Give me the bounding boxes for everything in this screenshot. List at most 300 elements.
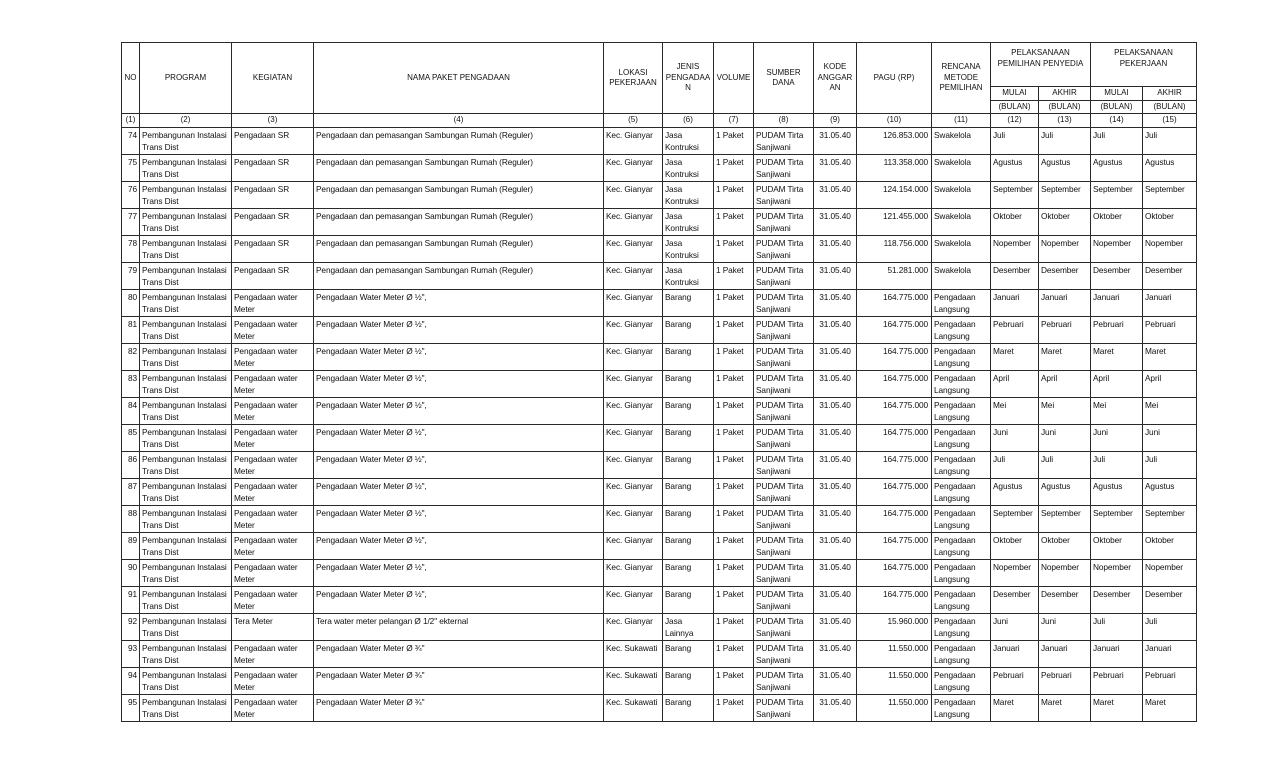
cell-lokasi: Kec. Gianyar bbox=[604, 127, 663, 154]
cell-program: Pembangunan Instalasi Trans Dist bbox=[140, 667, 232, 694]
cell-nama-paket: Pengadaan dan pemasangan Sambungan Rumah (Reguler) bbox=[314, 208, 604, 235]
cell-no: 78 bbox=[122, 235, 140, 262]
cell-volume: 1 Paket bbox=[714, 208, 754, 235]
cell-sumber-dana: PUDAM Tirta Sanjiwani bbox=[754, 127, 814, 154]
table-row bbox=[122, 343, 1197, 370]
cell-volume: 1 Paket bbox=[714, 154, 754, 181]
cell-pemilihan-mulai: Juni bbox=[991, 424, 1039, 451]
cell-pemilihan-akhir: Pebruari bbox=[1039, 316, 1091, 343]
col-header-nama-paket: NAMA PAKET PENGADAAN bbox=[314, 43, 604, 114]
cell-pagu: 164.775.000 bbox=[857, 370, 932, 397]
cell-lokasi: Kec. Gianyar bbox=[604, 154, 663, 181]
cell-no: 77 bbox=[122, 208, 140, 235]
cell-jenis: Barang bbox=[663, 532, 714, 559]
cell-program: Pembangunan Instalasi Trans Dist bbox=[140, 640, 232, 667]
cell-rencana-metode: Pengadaan Langsung bbox=[932, 586, 991, 613]
cell-no: 80 bbox=[122, 289, 140, 316]
cell-jenis: Jasa Kontruksi bbox=[663, 154, 714, 181]
cell-jenis: Barang bbox=[663, 370, 714, 397]
cell-pagu: 164.775.000 bbox=[857, 289, 932, 316]
cell-nama-paket: Pengadaan Water Meter Ø ½", bbox=[314, 343, 604, 370]
table-row bbox=[122, 451, 1197, 478]
cell-pemilihan-akhir: Nopember bbox=[1039, 559, 1091, 586]
cell-program: Pembangunan Instalasi Trans Dist bbox=[140, 262, 232, 289]
cell-no: 79 bbox=[122, 262, 140, 289]
cell-pagu: 164.775.000 bbox=[857, 451, 932, 478]
cell-no: 90 bbox=[122, 559, 140, 586]
col-number: (8) bbox=[754, 114, 814, 128]
cell-nama-paket: Pengadaan Water Meter Ø ½", bbox=[314, 559, 604, 586]
cell-pekerjaan-mulai: Agustus bbox=[1091, 478, 1143, 505]
cell-pagu: 124.154.000 bbox=[857, 181, 932, 208]
cell-pekerjaan-akhir: Maret bbox=[1143, 343, 1197, 370]
cell-pekerjaan-akhir: Agustus bbox=[1143, 478, 1197, 505]
cell-pekerjaan-akhir: Desember bbox=[1143, 586, 1197, 613]
cell-sumber-dana: PUDAM Tirta Sanjiwani bbox=[754, 505, 814, 532]
table-row bbox=[122, 154, 1197, 181]
cell-nama-paket: Pengadaan Water Meter Ø ¾" bbox=[314, 640, 604, 667]
table-row bbox=[122, 208, 1197, 235]
cell-pemilihan-akhir: Januari bbox=[1039, 289, 1091, 316]
cell-nama-paket: Pengadaan dan pemasangan Sambungan Rumah (Reguler) bbox=[314, 127, 604, 154]
cell-rencana-metode: Swakelola bbox=[932, 154, 991, 181]
col-header-kegiatan: KEGIATAN bbox=[232, 43, 314, 114]
cell-jenis: Jasa Kontruksi bbox=[663, 208, 714, 235]
cell-jenis: Jasa Kontruksi bbox=[663, 181, 714, 208]
table-row bbox=[122, 559, 1197, 586]
cell-sumber-dana: PUDAM Tirta Sanjiwani bbox=[754, 154, 814, 181]
cell-jenis: Barang bbox=[663, 505, 714, 532]
cell-program: Pembangunan Instalasi Trans Dist bbox=[140, 532, 232, 559]
cell-pagu: 15.960.000 bbox=[857, 613, 932, 640]
cell-program: Pembangunan Instalasi Trans Dist bbox=[140, 694, 232, 721]
col-header-program: PROGRAM bbox=[140, 43, 232, 114]
col-header-pemilihan-akhir: AKHIR bbox=[1039, 87, 1091, 101]
cell-kegiatan: Tera Meter bbox=[232, 613, 314, 640]
col-header-no: NO bbox=[122, 43, 140, 114]
cell-sumber-dana: PUDAM Tirta Sanjiwani bbox=[754, 397, 814, 424]
table-row bbox=[122, 667, 1197, 694]
cell-sumber-dana: PUDAM Tirta Sanjiwani bbox=[754, 316, 814, 343]
cell-volume: 1 Paket bbox=[714, 343, 754, 370]
cell-nama-paket: Tera water meter pelangan Ø 1/2" ekternal bbox=[314, 613, 604, 640]
cell-pemilihan-mulai: Agustus bbox=[991, 478, 1039, 505]
cell-no: 83 bbox=[122, 370, 140, 397]
cell-pagu: 164.775.000 bbox=[857, 532, 932, 559]
cell-kode-anggaran: 31.05.40 bbox=[814, 370, 857, 397]
cell-lokasi: Kec. Gianyar bbox=[604, 181, 663, 208]
cell-rencana-metode: Pengadaan Langsung bbox=[932, 316, 991, 343]
group-header-pelaksanaan-pemilihan: PELAKSANAAN PEMILIHAN PENYEDIA bbox=[991, 43, 1091, 87]
cell-lokasi: Kec. Gianyar bbox=[604, 262, 663, 289]
cell-rencana-metode: Pengadaan Langsung bbox=[932, 559, 991, 586]
cell-pemilihan-mulai: Oktober bbox=[991, 208, 1039, 235]
cell-volume: 1 Paket bbox=[714, 451, 754, 478]
cell-lokasi: Kec. Gianyar bbox=[604, 316, 663, 343]
cell-no: 86 bbox=[122, 451, 140, 478]
cell-pemilihan-mulai: Pebruari bbox=[991, 316, 1039, 343]
cell-pekerjaan-mulai: Nopember bbox=[1091, 235, 1143, 262]
table-row bbox=[122, 586, 1197, 613]
cell-pekerjaan-mulai: Mei bbox=[1091, 397, 1143, 424]
cell-kegiatan: Pengadaan water Meter bbox=[232, 640, 314, 667]
cell-nama-paket: Pengadaan Water Meter Ø ¾" bbox=[314, 667, 604, 694]
cell-kode-anggaran: 31.05.40 bbox=[814, 613, 857, 640]
cell-jenis: Barang bbox=[663, 694, 714, 721]
cell-kode-anggaran: 31.05.40 bbox=[814, 505, 857, 532]
cell-program: Pembangunan Instalasi Trans Dist bbox=[140, 424, 232, 451]
cell-pekerjaan-mulai: September bbox=[1091, 505, 1143, 532]
table-row bbox=[122, 694, 1197, 721]
cell-nama-paket: Pengadaan Water Meter Ø ½", bbox=[314, 451, 604, 478]
cell-kode-anggaran: 31.05.40 bbox=[814, 640, 857, 667]
cell-kode-anggaran: 31.05.40 bbox=[814, 694, 857, 721]
table-row bbox=[122, 532, 1197, 559]
cell-kode-anggaran: 31.05.40 bbox=[814, 235, 857, 262]
cell-pekerjaan-akhir: Juli bbox=[1143, 127, 1197, 154]
cell-nama-paket: Pengadaan Water Meter Ø ½", bbox=[314, 532, 604, 559]
col-header-pekerjaan-akhir: AKHIR bbox=[1143, 87, 1197, 101]
cell-pemilihan-akhir: Maret bbox=[1039, 694, 1091, 721]
cell-pemilihan-mulai: Nopember bbox=[991, 559, 1039, 586]
cell-pagu: 113.358.000 bbox=[857, 154, 932, 181]
col-number: (12) bbox=[991, 114, 1039, 128]
cell-kegiatan: Pengadaan water Meter bbox=[232, 559, 314, 586]
cell-nama-paket: Pengadaan Water Meter Ø ½", bbox=[314, 505, 604, 532]
cell-rencana-metode: Swakelola bbox=[932, 127, 991, 154]
cell-pemilihan-mulai: Maret bbox=[991, 694, 1039, 721]
cell-pekerjaan-akhir: Pebruari bbox=[1143, 667, 1197, 694]
cell-volume: 1 Paket bbox=[714, 127, 754, 154]
col-number: (7) bbox=[714, 114, 754, 128]
cell-jenis: Barang bbox=[663, 640, 714, 667]
cell-lokasi: Kec. Gianyar bbox=[604, 451, 663, 478]
col-number: (11) bbox=[932, 114, 991, 128]
cell-program: Pembangunan Instalasi Trans Dist bbox=[140, 316, 232, 343]
cell-pemilihan-akhir: Juli bbox=[1039, 127, 1091, 154]
cell-program: Pembangunan Instalasi Trans Dist bbox=[140, 505, 232, 532]
cell-lokasi: Kec. Gianyar bbox=[604, 370, 663, 397]
cell-pemilihan-mulai: Nopember bbox=[991, 235, 1039, 262]
cell-pemilihan-akhir: Agustus bbox=[1039, 478, 1091, 505]
cell-pagu: 164.775.000 bbox=[857, 343, 932, 370]
cell-sumber-dana: PUDAM Tirta Sanjiwani bbox=[754, 667, 814, 694]
cell-pekerjaan-akhir: Nopember bbox=[1143, 235, 1197, 262]
cell-lokasi: Kec. Sukawati bbox=[604, 667, 663, 694]
cell-kode-anggaran: 31.05.40 bbox=[814, 667, 857, 694]
table-row bbox=[122, 478, 1197, 505]
cell-lokasi: Kec. Gianyar bbox=[604, 424, 663, 451]
cell-kegiatan: Pengadaan water Meter bbox=[232, 586, 314, 613]
col-header-pekerjaan-mulai-bulan: (BULAN) bbox=[1091, 100, 1143, 114]
cell-pemilihan-akhir: Januari bbox=[1039, 640, 1091, 667]
cell-no: 81 bbox=[122, 316, 140, 343]
cell-nama-paket: Pengadaan Water Meter Ø ½", bbox=[314, 586, 604, 613]
cell-volume: 1 Paket bbox=[714, 478, 754, 505]
table-row bbox=[122, 127, 1197, 154]
cell-rencana-metode: Pengadaan Langsung bbox=[932, 478, 991, 505]
col-number: (5) bbox=[604, 114, 663, 128]
cell-pemilihan-mulai: Juni bbox=[991, 613, 1039, 640]
cell-rencana-metode: Swakelola bbox=[932, 181, 991, 208]
cell-jenis: Barang bbox=[663, 343, 714, 370]
cell-sumber-dana: PUDAM Tirta Sanjiwani bbox=[754, 478, 814, 505]
cell-pekerjaan-mulai: Oktober bbox=[1091, 532, 1143, 559]
cell-program: Pembangunan Instalasi Trans Dist bbox=[140, 397, 232, 424]
col-header-pemilihan-mulai-bulan: (BULAN) bbox=[991, 100, 1039, 114]
cell-nama-paket: Pengadaan Water Meter Ø ½", bbox=[314, 289, 604, 316]
cell-pemilihan-mulai: Pebruari bbox=[991, 667, 1039, 694]
cell-sumber-dana: PUDAM Tirta Sanjiwani bbox=[754, 532, 814, 559]
cell-pemilihan-akhir: September bbox=[1039, 181, 1091, 208]
cell-volume: 1 Paket bbox=[714, 532, 754, 559]
cell-no: 75 bbox=[122, 154, 140, 181]
table-row bbox=[122, 505, 1197, 532]
cell-pekerjaan-akhir: Pebruari bbox=[1143, 316, 1197, 343]
cell-kegiatan: Pengadaan water Meter bbox=[232, 694, 314, 721]
cell-program: Pembangunan Instalasi Trans Dist bbox=[140, 208, 232, 235]
cell-pekerjaan-akhir: September bbox=[1143, 505, 1197, 532]
cell-kegiatan: Pengadaan SR bbox=[232, 181, 314, 208]
cell-volume: 1 Paket bbox=[714, 667, 754, 694]
cell-pagu: 164.775.000 bbox=[857, 586, 932, 613]
table-row bbox=[122, 370, 1197, 397]
cell-jenis: Barang bbox=[663, 451, 714, 478]
cell-jenis: Barang bbox=[663, 586, 714, 613]
cell-pekerjaan-akhir: Oktober bbox=[1143, 532, 1197, 559]
cell-pekerjaan-akhir: Januari bbox=[1143, 289, 1197, 316]
cell-kode-anggaran: 31.05.40 bbox=[814, 451, 857, 478]
table-row bbox=[122, 397, 1197, 424]
cell-sumber-dana: PUDAM Tirta Sanjiwani bbox=[754, 289, 814, 316]
cell-jenis: Jasa Lainnya bbox=[663, 613, 714, 640]
cell-pemilihan-mulai: Oktober bbox=[991, 532, 1039, 559]
col-header-jenis: JENIS PENGADAAN bbox=[663, 43, 714, 114]
cell-no: 82 bbox=[122, 343, 140, 370]
col-header-pemilihan-akhir-bulan: (BULAN) bbox=[1039, 100, 1091, 114]
cell-rencana-metode: Pengadaan Langsung bbox=[932, 343, 991, 370]
cell-rencana-metode: Pengadaan Langsung bbox=[932, 289, 991, 316]
cell-pekerjaan-akhir: Agustus bbox=[1143, 154, 1197, 181]
cell-no: 74 bbox=[122, 127, 140, 154]
cell-program: Pembangunan Instalasi Trans Dist bbox=[140, 181, 232, 208]
cell-program: Pembangunan Instalasi Trans Dist bbox=[140, 154, 232, 181]
cell-rencana-metode: Swakelola bbox=[932, 235, 991, 262]
cell-jenis: Barang bbox=[663, 667, 714, 694]
cell-rencana-metode: Pengadaan Langsung bbox=[932, 397, 991, 424]
cell-pemilihan-akhir: Nopember bbox=[1039, 235, 1091, 262]
cell-jenis: Barang bbox=[663, 559, 714, 586]
cell-pemilihan-mulai: Desember bbox=[991, 586, 1039, 613]
cell-volume: 1 Paket bbox=[714, 640, 754, 667]
cell-nama-paket: Pengadaan dan pemasangan Sambungan Rumah (Reguler) bbox=[314, 154, 604, 181]
cell-pekerjaan-akhir: Mei bbox=[1143, 397, 1197, 424]
cell-program: Pembangunan Instalasi Trans Dist bbox=[140, 370, 232, 397]
cell-program: Pembangunan Instalasi Trans Dist bbox=[140, 343, 232, 370]
cell-sumber-dana: PUDAM Tirta Sanjiwani bbox=[754, 613, 814, 640]
cell-no: 92 bbox=[122, 613, 140, 640]
cell-program: Pembangunan Instalasi Trans Dist bbox=[140, 559, 232, 586]
table-header bbox=[122, 43, 1197, 128]
col-number: (6) bbox=[663, 114, 714, 128]
cell-pagu: 164.775.000 bbox=[857, 505, 932, 532]
cell-pagu: 164.775.000 bbox=[857, 478, 932, 505]
cell-no: 94 bbox=[122, 667, 140, 694]
cell-pekerjaan-akhir: Juni bbox=[1143, 424, 1197, 451]
cell-kegiatan: Pengadaan water Meter bbox=[232, 667, 314, 694]
cell-pemilihan-akhir: Juni bbox=[1039, 613, 1091, 640]
cell-pemilihan-akhir: Pebruari bbox=[1039, 667, 1091, 694]
cell-lokasi: Kec. Sukawati bbox=[604, 640, 663, 667]
cell-sumber-dana: PUDAM Tirta Sanjiwani bbox=[754, 640, 814, 667]
table-row bbox=[122, 181, 1197, 208]
cell-pagu: 118.756.000 bbox=[857, 235, 932, 262]
cell-jenis: Jasa Kontruksi bbox=[663, 235, 714, 262]
cell-jenis: Barang bbox=[663, 289, 714, 316]
cell-pemilihan-akhir: Desember bbox=[1039, 262, 1091, 289]
cell-volume: 1 Paket bbox=[714, 370, 754, 397]
cell-rencana-metode: Pengadaan Langsung bbox=[932, 370, 991, 397]
cell-program: Pembangunan Instalasi Trans Dist bbox=[140, 127, 232, 154]
table-body bbox=[122, 127, 1197, 721]
cell-pekerjaan-mulai: April bbox=[1091, 370, 1143, 397]
cell-pekerjaan-akhir: Desember bbox=[1143, 262, 1197, 289]
cell-program: Pembangunan Instalasi Trans Dist bbox=[140, 289, 232, 316]
cell-sumber-dana: PUDAM Tirta Sanjiwani bbox=[754, 694, 814, 721]
col-number: (3) bbox=[232, 114, 314, 128]
cell-program: Pembangunan Instalasi Trans Dist bbox=[140, 586, 232, 613]
cell-lokasi: Kec. Gianyar bbox=[604, 586, 663, 613]
cell-rencana-metode: Pengadaan Langsung bbox=[932, 505, 991, 532]
cell-sumber-dana: PUDAM Tirta Sanjiwani bbox=[754, 586, 814, 613]
cell-lokasi: Kec. Gianyar bbox=[604, 289, 663, 316]
cell-pekerjaan-akhir: Januari bbox=[1143, 640, 1197, 667]
cell-lokasi: Kec. Gianyar bbox=[604, 505, 663, 532]
cell-pemilihan-mulai: September bbox=[991, 505, 1039, 532]
cell-jenis: Barang bbox=[663, 424, 714, 451]
cell-pekerjaan-mulai: Juli bbox=[1091, 451, 1143, 478]
cell-pekerjaan-akhir: Juli bbox=[1143, 451, 1197, 478]
cell-pagu: 164.775.000 bbox=[857, 397, 932, 424]
cell-pagu: 164.775.000 bbox=[857, 316, 932, 343]
cell-no: 76 bbox=[122, 181, 140, 208]
cell-sumber-dana: PUDAM Tirta Sanjiwani bbox=[754, 181, 814, 208]
col-number: (9) bbox=[814, 114, 857, 128]
table-row bbox=[122, 640, 1197, 667]
cell-kegiatan: Pengadaan water Meter bbox=[232, 451, 314, 478]
cell-pekerjaan-akhir: Nopember bbox=[1143, 559, 1197, 586]
cell-kegiatan: Pengadaan SR bbox=[232, 208, 314, 235]
cell-kode-anggaran: 31.05.40 bbox=[814, 478, 857, 505]
cell-kegiatan: Pengadaan water Meter bbox=[232, 478, 314, 505]
cell-kegiatan: Pengadaan water Meter bbox=[232, 397, 314, 424]
cell-kode-anggaran: 31.05.40 bbox=[814, 532, 857, 559]
cell-program: Pembangunan Instalasi Trans Dist bbox=[140, 478, 232, 505]
cell-pemilihan-akhir: Oktober bbox=[1039, 208, 1091, 235]
cell-rencana-metode: Pengadaan Langsung bbox=[932, 424, 991, 451]
cell-nama-paket: Pengadaan Water Meter Ø ½", bbox=[314, 397, 604, 424]
cell-pekerjaan-mulai: Oktober bbox=[1091, 208, 1143, 235]
cell-no: 85 bbox=[122, 424, 140, 451]
table-row bbox=[122, 289, 1197, 316]
cell-jenis: Barang bbox=[663, 397, 714, 424]
cell-no: 93 bbox=[122, 640, 140, 667]
cell-pekerjaan-mulai: Desember bbox=[1091, 586, 1143, 613]
cell-pemilihan-mulai: Januari bbox=[991, 640, 1039, 667]
cell-pekerjaan-akhir: Oktober bbox=[1143, 208, 1197, 235]
cell-lokasi: Kec. Gianyar bbox=[604, 397, 663, 424]
cell-pekerjaan-mulai: Juli bbox=[1091, 127, 1143, 154]
cell-no: 89 bbox=[122, 532, 140, 559]
cell-kegiatan: Pengadaan water Meter bbox=[232, 424, 314, 451]
cell-nama-paket: Pengadaan dan pemasangan Sambungan Rumah (Reguler) bbox=[314, 262, 604, 289]
cell-pemilihan-mulai: Agustus bbox=[991, 154, 1039, 181]
cell-sumber-dana: PUDAM Tirta Sanjiwani bbox=[754, 424, 814, 451]
cell-no: 91 bbox=[122, 586, 140, 613]
cell-program: Pembangunan Instalasi Trans Dist bbox=[140, 235, 232, 262]
cell-pemilihan-mulai: April bbox=[991, 370, 1039, 397]
cell-pagu: 11.550.000 bbox=[857, 694, 932, 721]
cell-pekerjaan-mulai: Juli bbox=[1091, 613, 1143, 640]
cell-kegiatan: Pengadaan water Meter bbox=[232, 289, 314, 316]
cell-volume: 1 Paket bbox=[714, 316, 754, 343]
cell-volume: 1 Paket bbox=[714, 424, 754, 451]
cell-sumber-dana: PUDAM Tirta Sanjiwani bbox=[754, 451, 814, 478]
cell-jenis: Barang bbox=[663, 478, 714, 505]
cell-no: 95 bbox=[122, 694, 140, 721]
cell-pagu: 164.775.000 bbox=[857, 559, 932, 586]
cell-rencana-metode: Pengadaan Langsung bbox=[932, 613, 991, 640]
cell-pemilihan-mulai: Desember bbox=[991, 262, 1039, 289]
cell-pemilihan-akhir: Oktober bbox=[1039, 532, 1091, 559]
col-number: (10) bbox=[857, 114, 932, 128]
cell-lokasi: Kec. Gianyar bbox=[604, 613, 663, 640]
cell-pemilihan-akhir: Juni bbox=[1039, 424, 1091, 451]
table-row bbox=[122, 262, 1197, 289]
col-header-lokasi: LOKASI PEKERJAAN bbox=[604, 43, 663, 114]
table-row bbox=[122, 316, 1197, 343]
cell-kode-anggaran: 31.05.40 bbox=[814, 289, 857, 316]
cell-volume: 1 Paket bbox=[714, 262, 754, 289]
cell-pekerjaan-mulai: Desember bbox=[1091, 262, 1143, 289]
cell-program: Pembangunan Instalasi Trans Dist bbox=[140, 613, 232, 640]
cell-lokasi: Kec. Gianyar bbox=[604, 208, 663, 235]
cell-pekerjaan-mulai: Agustus bbox=[1091, 154, 1143, 181]
cell-rencana-metode: Pengadaan Langsung bbox=[932, 667, 991, 694]
cell-volume: 1 Paket bbox=[714, 505, 754, 532]
cell-lokasi: Kec. Gianyar bbox=[604, 532, 663, 559]
cell-lokasi: Kec. Gianyar bbox=[604, 343, 663, 370]
col-header-volume: VOLUME bbox=[714, 43, 754, 114]
cell-kegiatan: Pengadaan water Meter bbox=[232, 343, 314, 370]
col-number: (1) bbox=[122, 114, 140, 128]
cell-kode-anggaran: 31.05.40 bbox=[814, 424, 857, 451]
cell-rencana-metode: Swakelola bbox=[932, 262, 991, 289]
cell-kode-anggaran: 31.05.40 bbox=[814, 343, 857, 370]
cell-lokasi: Kec. Gianyar bbox=[604, 559, 663, 586]
cell-pemilihan-akhir: Desember bbox=[1039, 586, 1091, 613]
cell-kegiatan: Pengadaan water Meter bbox=[232, 316, 314, 343]
cell-pekerjaan-mulai: Pebruari bbox=[1091, 316, 1143, 343]
cell-nama-paket: Pengadaan dan pemasangan Sambungan Rumah (Reguler) bbox=[314, 181, 604, 208]
cell-sumber-dana: PUDAM Tirta Sanjiwani bbox=[754, 235, 814, 262]
cell-kode-anggaran: 31.05.40 bbox=[814, 154, 857, 181]
cell-kode-anggaran: 31.05.40 bbox=[814, 181, 857, 208]
cell-kode-anggaran: 31.05.40 bbox=[814, 127, 857, 154]
cell-pemilihan-akhir: September bbox=[1039, 505, 1091, 532]
cell-kegiatan: Pengadaan water Meter bbox=[232, 505, 314, 532]
cell-no: 84 bbox=[122, 397, 140, 424]
